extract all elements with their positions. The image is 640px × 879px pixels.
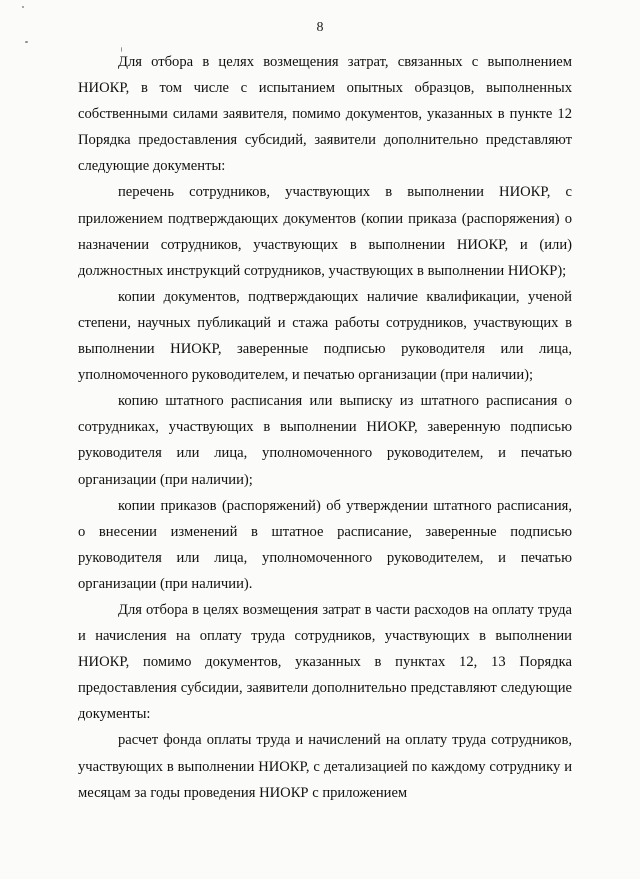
page-number: 8 bbox=[316, 20, 324, 35]
scan-speck bbox=[22, 6, 24, 8]
paragraph-employee-list: перечень сотрудников, участвующих в выполнении НИОКР, с приложением подтверждающих документов (копии приказа (распоряжения) о назначении сотрудников, участвующих в выполнении НИОКР, и (или) должностных инструкций сотрудников, участвующих в выполнении НИОКР); bbox=[78, 184, 572, 279]
document-body bbox=[78, 49, 572, 806]
paragraph-staff-schedule-orders: копии приказов (распоряжений) об утверждении штатного расписания, о внесении изменений в штатное расписание, заверенные подписью руководителя или лица, уполномоченного руководителем, и печатью организации (при наличии). bbox=[78, 497, 572, 592]
paragraph-qualification-documents: копии документов, подтверждающих наличие квалификации, ученой степени, научных публикаций и стажа работы сотрудников, участвующих в выполнении НИОКР, заверенные подписью руководителя или лица, уполномоченного руководителем, и печатью организации (при наличии); bbox=[78, 288, 572, 384]
paragraph-intro-labor-costs: Для отбора в целях возмещения затрат в части расходов на оплату труда и начисления на оплату труда сотрудников, участвующих в выполнении НИОКР, помимо документов, указанных в пунктах 12, 13 Порядка предоставления субсидии, заявители дополнительно представляют следующие документы: bbox=[78, 601, 572, 723]
paragraph-intro-selection-rnd-costs: Для отбора в целях возмещения затрат, связанных с выполнением НИОКР, в том числе с испытанием опытных образцов, выполненных собственными силами заявителя, помимо документов, указанных в пункте 12 Порядка предоставления субсидий, заявители дополнительно представляют следующие документы: bbox=[78, 54, 572, 175]
scan-speck bbox=[25, 41, 28, 43]
paragraph-staff-schedule-copy: копию штатного расписания или выписку из штатного расписания о сотрудниках, участвующих в выполнении НИОКР, заверенную подписью руководителя или лица, уполномоченного руководителем, и печатью организации (при наличии); bbox=[78, 393, 572, 488]
paragraph-payroll-calculation: расчет фонда оплаты труда и начислений на оплату труда сотрудников, участвующих в выполнении НИОКР, с детализацией по каждому сотруднику и месяцам за годы проведения НИОКР с приложением bbox=[78, 732, 572, 801]
